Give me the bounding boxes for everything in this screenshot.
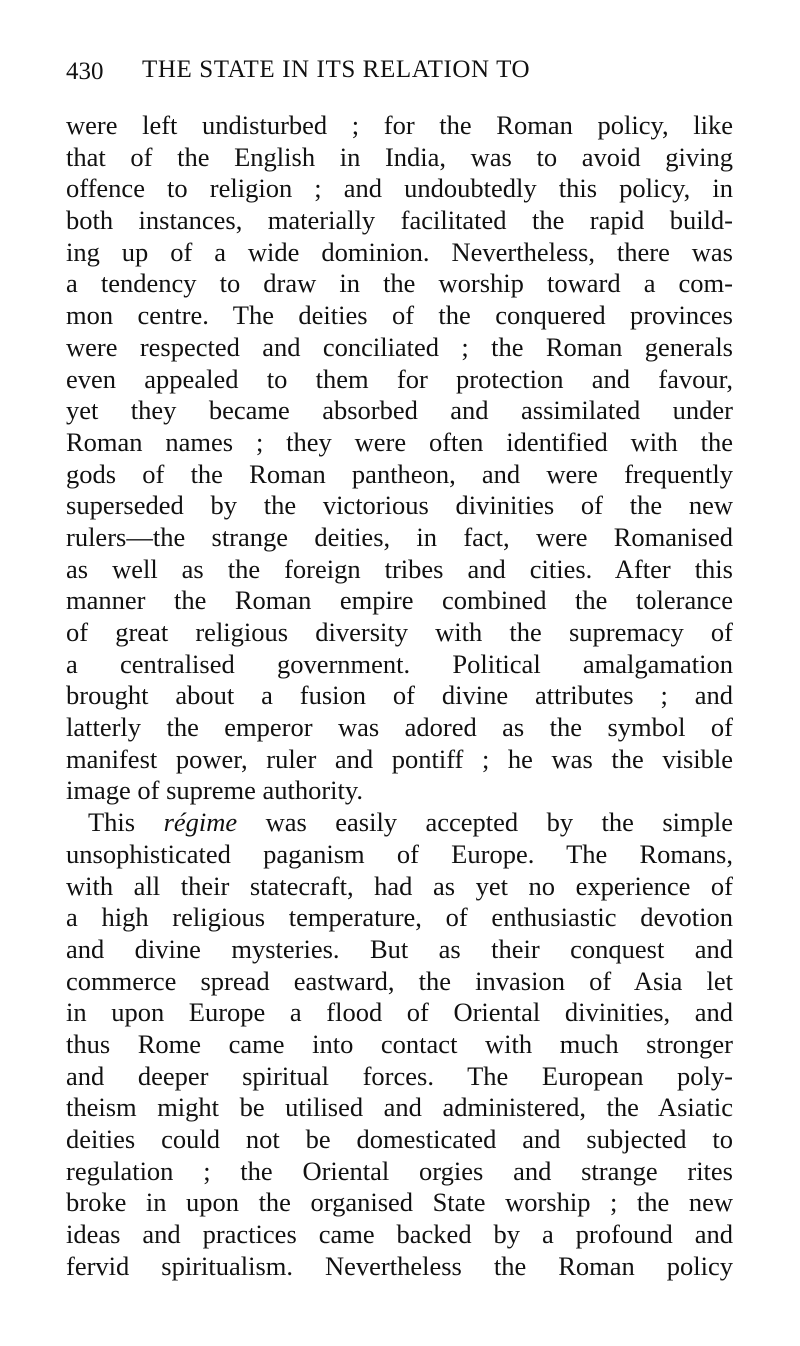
text-span: broke in upon the organised State worship ; the new bbox=[66, 1187, 733, 1218]
body-text bbox=[66, 110, 733, 1282]
text-line bbox=[66, 997, 733, 1029]
text-span: and deeper spiritual forces. The European poly- bbox=[66, 1060, 733, 1091]
paragraph-2-lines bbox=[66, 839, 733, 1283]
text-span: a tendency to draw in the worship toward a com- bbox=[66, 268, 733, 299]
text-span: deities could not be domesticated and subjected to bbox=[66, 1124, 733, 1154]
text-span: regulation ; the Oriental orgies and strange rites bbox=[66, 1155, 733, 1186]
text-span: were respected and conciliated ; the Roman generals bbox=[66, 331, 733, 362]
text-line bbox=[66, 712, 733, 744]
page-number: 430 bbox=[66, 58, 104, 85]
text-line bbox=[66, 775, 733, 807]
text-span: theism might be utilised and administered, the Asiatic bbox=[66, 1092, 733, 1123]
text-line bbox=[66, 1061, 733, 1093]
text-span: that of the English in India, was to avoid giving bbox=[66, 141, 733, 172]
text-line bbox=[66, 1251, 733, 1283]
text-span: thus Rome came into contact with much stronger bbox=[66, 1028, 733, 1059]
text-line bbox=[66, 934, 733, 966]
text-span: fervid spiritualism. Nevertheless the Roman policy bbox=[66, 1250, 733, 1281]
text-line bbox=[66, 1124, 733, 1156]
text-span: manifest power, ruler and pontiff ; he was the visible bbox=[66, 743, 733, 774]
text-span: offence to religion ; and undoubtedly this policy, in bbox=[66, 173, 733, 204]
text-span: latterly the emperor was adored as the symbol of bbox=[66, 712, 733, 743]
page-header bbox=[66, 56, 736, 90]
text-line bbox=[66, 490, 733, 522]
text-line bbox=[66, 268, 733, 300]
text-line bbox=[66, 459, 733, 491]
text-line bbox=[66, 1029, 733, 1061]
text-line bbox=[66, 332, 733, 364]
text-span: This bbox=[88, 807, 136, 838]
text-line bbox=[66, 173, 733, 205]
text-span: both instances, materially facilitated the rapid build- bbox=[66, 205, 733, 236]
text-span: of great religious diversity with the supremacy of bbox=[66, 617, 733, 647]
text-span: was easily accepted by the simple bbox=[265, 807, 734, 838]
paragraph-1 bbox=[66, 110, 733, 807]
text-span: ideas and practices came backed by a profound and bbox=[66, 1219, 733, 1250]
text-line bbox=[66, 237, 733, 269]
text-span: unsophisticated paganism of Europe. The Romans, bbox=[66, 838, 733, 869]
text-line bbox=[66, 871, 733, 903]
text-span: ing up of a wide dominion. Nevertheless, there was bbox=[66, 236, 733, 267]
text-line bbox=[66, 680, 733, 712]
text-line bbox=[66, 807, 733, 839]
text-span: yet they became absorbed and assimilated under bbox=[66, 395, 733, 426]
text-span: were left undisturbed ; for the Roman policy, like bbox=[66, 110, 733, 140]
text-line bbox=[66, 522, 733, 554]
text-line bbox=[66, 902, 733, 934]
paragraph-2 bbox=[66, 807, 733, 1282]
text-span: rulers—the strange deities, in fact, were Romanised bbox=[66, 521, 733, 552]
text-span: with all their statecraft, had as yet no experience of bbox=[66, 870, 733, 901]
text-line bbox=[66, 744, 733, 776]
text-line bbox=[66, 205, 733, 237]
text-line bbox=[66, 427, 733, 459]
text-line bbox=[66, 1156, 733, 1188]
text-span: image of supreme authority. bbox=[66, 775, 364, 806]
text-span: manner the Roman empire combined the tolerance bbox=[66, 585, 733, 616]
text-line bbox=[66, 966, 733, 998]
text-line bbox=[66, 1187, 733, 1219]
text-span: mon centre. The deities of the conquered provinces bbox=[66, 300, 733, 331]
text-line bbox=[66, 839, 733, 871]
text-line bbox=[66, 1219, 733, 1251]
text-line bbox=[66, 395, 733, 427]
text-span: a high religious temperature, of enthusiastic devotion bbox=[66, 902, 733, 933]
text-line bbox=[66, 649, 733, 681]
text-line bbox=[66, 554, 733, 586]
text-span: and divine mysteries. But as their conquest and bbox=[66, 933, 733, 964]
text-line bbox=[66, 110, 733, 142]
text-line bbox=[66, 142, 733, 174]
text-span: brought about a fusion of divine attributes ; and bbox=[66, 680, 733, 711]
text-line bbox=[66, 1092, 733, 1124]
text-span: a centralised government. Political amalgamation bbox=[66, 648, 733, 679]
running-title: THE STATE IN ITS RELATION TO bbox=[142, 56, 531, 83]
text-span: even appealed to them for protection and favour, bbox=[66, 363, 733, 394]
text-line bbox=[66, 300, 733, 332]
text-span: as well as the foreign tribes and cities. After this bbox=[66, 553, 733, 584]
text-span: in upon Europe a flood of Oriental divinities, and bbox=[66, 997, 733, 1028]
text-span: superseded by the victorious divinities of the new bbox=[66, 490, 733, 521]
text-line bbox=[66, 617, 733, 649]
text-span: Roman names ; they were often identified with the bbox=[66, 426, 733, 457]
text-span: gods of the Roman pantheon, and were frequently bbox=[66, 458, 733, 489]
italic-word: régime bbox=[163, 807, 238, 838]
text-span: commerce spread eastward, the invasion of Asia let bbox=[66, 965, 733, 996]
text-line bbox=[66, 585, 733, 617]
text-line bbox=[66, 364, 733, 396]
